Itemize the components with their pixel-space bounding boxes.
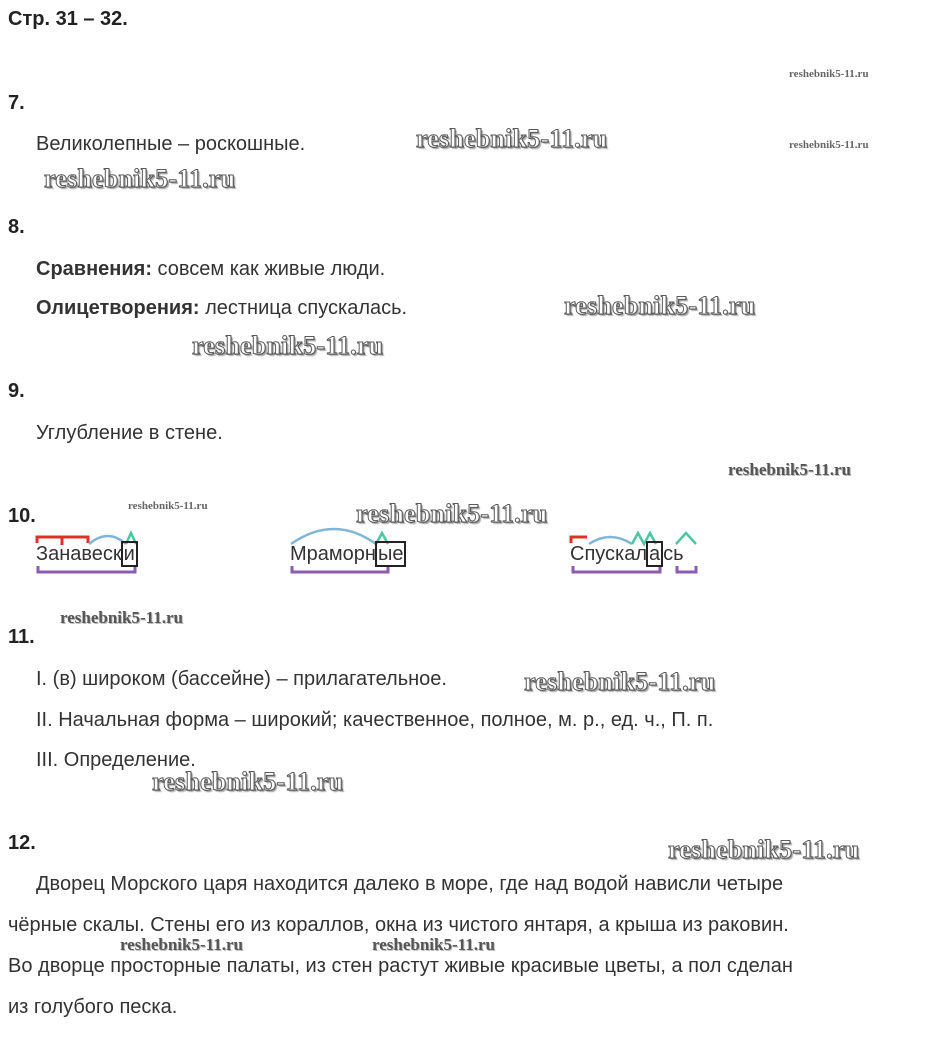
- watermark: reshebnik5-11.ru: [728, 460, 851, 479]
- stem-mark-3b: [677, 566, 696, 572]
- comparison-text: совсем как живые люди.: [152, 258, 386, 280]
- task-12-number: 12.: [8, 832, 36, 854]
- watermark: reshebnik5-11.ru: [372, 935, 495, 954]
- watermark: reshebnik5-11.ru: [356, 499, 548, 528]
- task-11-line-2: II. Начальная форма – широкий; качественное, полное, м. р., ед. ч., П. п.: [36, 709, 714, 731]
- word-2-ending: ые: [375, 541, 407, 567]
- watermark: reshebnik5-11.ru: [416, 124, 608, 153]
- watermark: reshebnik5-11.ru: [60, 608, 183, 627]
- watermark: reshebnik5-11.ru: [564, 291, 756, 320]
- word-3-ending: а: [646, 541, 663, 567]
- watermark: reshebnik5-11.ru: [524, 667, 716, 696]
- comparison-label: Сравнения:: [36, 258, 152, 280]
- watermark: reshebnik5-11.ru: [44, 164, 236, 193]
- word-3-stem: Спускал: [570, 543, 648, 565]
- watermark: reshebnik5-11.ru: [152, 767, 344, 796]
- word-mramornye: [290, 543, 406, 566]
- watermark: reshebnik5-11.ru: [128, 500, 208, 512]
- root-mark-2: [291, 529, 376, 544]
- watermark: reshebnik5-11.ru: [789, 139, 869, 151]
- task-11-number: 11.: [8, 626, 35, 648]
- word-1-ending: и: [121, 541, 138, 567]
- word-spuskalas: [570, 543, 684, 566]
- task-11-line-3: III. Определение.: [36, 749, 196, 771]
- word-2-stem: Мраморн: [290, 543, 376, 565]
- word-3-postfix: сь: [663, 543, 684, 565]
- task-9-number: 9.: [8, 380, 25, 402]
- personification-text: лестница спускалась.: [199, 297, 408, 319]
- task-10-number: 10.: [8, 505, 36, 527]
- task-12-line-1: Дворец Морского царя находится далеко в море, где над водой нависли четыре: [36, 873, 784, 895]
- task-12-line-3: Во дворце просторные палаты, из стен растут живые красивые цветы, а пол сделан: [8, 955, 793, 977]
- personification-label: Олицетворения:: [36, 297, 200, 319]
- task-12-line-2: чёрные скалы. Стены его из кораллов, окна из чистого янтаря, а крыша из раковин.: [8, 914, 789, 936]
- task-7-number: 7.: [8, 92, 25, 114]
- page-header: Стр. 31 – 32.: [8, 8, 128, 30]
- watermark: reshebnik5-11.ru: [120, 935, 243, 954]
- word-zanaveski: [36, 543, 138, 566]
- task-11-line-1: I. (в) широком (бассейне) – прилагательное.: [36, 668, 447, 690]
- watermark: reshebnik5-11.ru: [668, 835, 860, 864]
- task-9-answer: Углубление в стене.: [36, 422, 223, 444]
- task-12-line-4: из голубого песка.: [8, 996, 178, 1018]
- task-8-number: 8.: [8, 216, 25, 238]
- stem-mark-2: [292, 566, 388, 572]
- watermark: reshebnik5-11.ru: [192, 331, 384, 360]
- word-1-stem: Занавеск: [36, 543, 122, 565]
- task-7-answer: Великолепные – роскошные.: [36, 133, 306, 155]
- watermark: reshebnik5-11.ru: [789, 68, 869, 80]
